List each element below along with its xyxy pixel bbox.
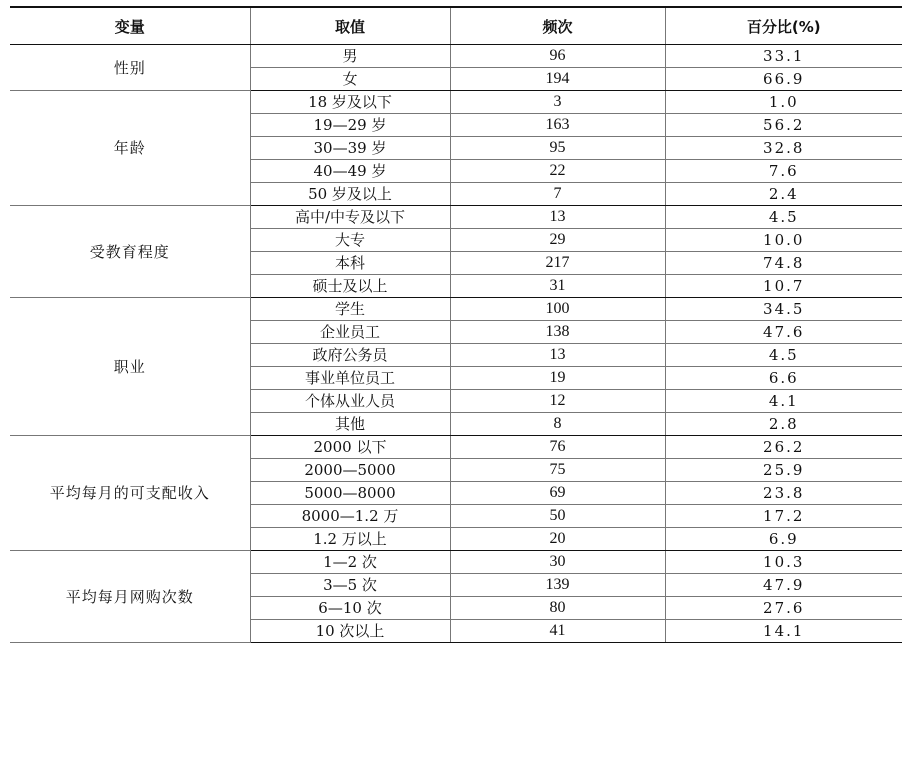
percentage-cell: 6.6 xyxy=(665,367,902,390)
frequency-cell: 13 xyxy=(450,344,665,367)
frequency-cell: 95 xyxy=(450,137,665,160)
table-row xyxy=(10,298,902,321)
value-cell: 企业员工 xyxy=(250,321,450,344)
value-cell: 6—10 次 xyxy=(250,597,450,620)
frequency-cell: 69 xyxy=(450,482,665,505)
table-row xyxy=(10,206,902,229)
percentage-cell: 74.8 xyxy=(665,252,902,275)
frequency-cell: 217 xyxy=(450,252,665,275)
frequency-cell: 41 xyxy=(450,620,665,643)
value-cell: 2000—5000 xyxy=(250,459,450,482)
frequency-cell: 100 xyxy=(450,298,665,321)
header-variable: 变量 xyxy=(10,7,250,45)
variable-cell: 年龄 xyxy=(10,91,250,206)
value-cell: 政府公务员 xyxy=(250,344,450,367)
percentage-cell: 34.5 xyxy=(665,298,902,321)
percentage-cell: 14.1 xyxy=(665,620,902,643)
value-cell: 本科 xyxy=(250,252,450,275)
frequency-cell: 3 xyxy=(450,91,665,114)
percentage-cell: 7.6 xyxy=(665,160,902,183)
value-cell: 大专 xyxy=(250,229,450,252)
frequency-cell: 30 xyxy=(450,551,665,574)
header-value: 取值 xyxy=(250,7,450,45)
frequency-cell: 29 xyxy=(450,229,665,252)
percentage-cell: 2.4 xyxy=(665,183,902,206)
percentage-cell: 2.8 xyxy=(665,413,902,436)
value-cell: 10 次以上 xyxy=(250,620,450,643)
percentage-cell: 4.1 xyxy=(665,390,902,413)
frequency-cell: 138 xyxy=(450,321,665,344)
frequency-cell: 163 xyxy=(450,114,665,137)
variable-cell: 受教育程度 xyxy=(10,206,250,298)
value-cell: 事业单位员工 xyxy=(250,367,450,390)
value-cell: 男 xyxy=(250,45,450,68)
frequency-cell: 7 xyxy=(450,183,665,206)
percentage-cell: 4.5 xyxy=(665,344,902,367)
header-percentage: 百分比(%) xyxy=(665,7,902,45)
value-cell: 高中/中专及以下 xyxy=(250,206,450,229)
table-row xyxy=(10,436,902,459)
value-cell: 2000 以下 xyxy=(250,436,450,459)
value-cell: 30—39 岁 xyxy=(250,137,450,160)
frequency-cell: 12 xyxy=(450,390,665,413)
value-cell: 3—5 次 xyxy=(250,574,450,597)
percentage-cell: 10.7 xyxy=(665,275,902,298)
percentage-cell: 66.9 xyxy=(665,68,902,91)
percentage-cell: 1.0 xyxy=(665,91,902,114)
frequency-cell: 139 xyxy=(450,574,665,597)
value-cell: 女 xyxy=(250,68,450,91)
value-cell: 18 岁及以下 xyxy=(250,91,450,114)
frequency-cell: 75 xyxy=(450,459,665,482)
frequency-cell: 20 xyxy=(450,528,665,551)
percentage-cell: 6.9 xyxy=(665,528,902,551)
value-cell: 1—2 次 xyxy=(250,551,450,574)
percentage-cell: 25.9 xyxy=(665,459,902,482)
header-frequency: 频次 xyxy=(450,7,665,45)
percentage-cell: 23.8 xyxy=(665,482,902,505)
frequency-cell: 96 xyxy=(450,45,665,68)
value-cell: 50 岁及以上 xyxy=(250,183,450,206)
table-row xyxy=(10,45,902,68)
value-cell: 硕士及以上 xyxy=(250,275,450,298)
frequency-cell: 22 xyxy=(450,160,665,183)
value-cell: 5000—8000 xyxy=(250,482,450,505)
value-cell: 其他 xyxy=(250,413,450,436)
table-row xyxy=(10,91,902,114)
value-cell: 19—29 岁 xyxy=(250,114,450,137)
percentage-cell: 33.1 xyxy=(665,45,902,68)
frequency-cell: 76 xyxy=(450,436,665,459)
variable-cell: 职业 xyxy=(10,298,250,436)
percentage-cell: 10.0 xyxy=(665,229,902,252)
demographics-table xyxy=(10,6,902,643)
frequency-cell: 19 xyxy=(450,367,665,390)
table-row xyxy=(10,551,902,574)
frequency-cell: 13 xyxy=(450,206,665,229)
frequency-cell: 194 xyxy=(450,68,665,91)
value-cell: 学生 xyxy=(250,298,450,321)
variable-cell: 性别 xyxy=(10,45,250,91)
value-cell: 个体从业人员 xyxy=(250,390,450,413)
value-cell: 1.2 万以上 xyxy=(250,528,450,551)
percentage-cell: 47.9 xyxy=(665,574,902,597)
percentage-cell: 17.2 xyxy=(665,505,902,528)
percentage-cell: 10.3 xyxy=(665,551,902,574)
value-cell: 8000—1.2 万 xyxy=(250,505,450,528)
percentage-cell: 32.8 xyxy=(665,137,902,160)
table-header-row xyxy=(10,7,902,45)
variable-cell: 平均每月网购次数 xyxy=(10,551,250,643)
frequency-cell: 31 xyxy=(450,275,665,298)
variable-cell: 平均每月的可支配收入 xyxy=(10,436,250,551)
frequency-cell: 80 xyxy=(450,597,665,620)
percentage-cell: 56.2 xyxy=(665,114,902,137)
frequency-cell: 50 xyxy=(450,505,665,528)
table-body xyxy=(10,45,902,643)
percentage-cell: 47.6 xyxy=(665,321,902,344)
percentage-cell: 26.2 xyxy=(665,436,902,459)
value-cell: 40—49 岁 xyxy=(250,160,450,183)
statistics-table-container xyxy=(10,6,902,643)
frequency-cell: 8 xyxy=(450,413,665,436)
percentage-cell: 4.5 xyxy=(665,206,902,229)
percentage-cell: 27.6 xyxy=(665,597,902,620)
